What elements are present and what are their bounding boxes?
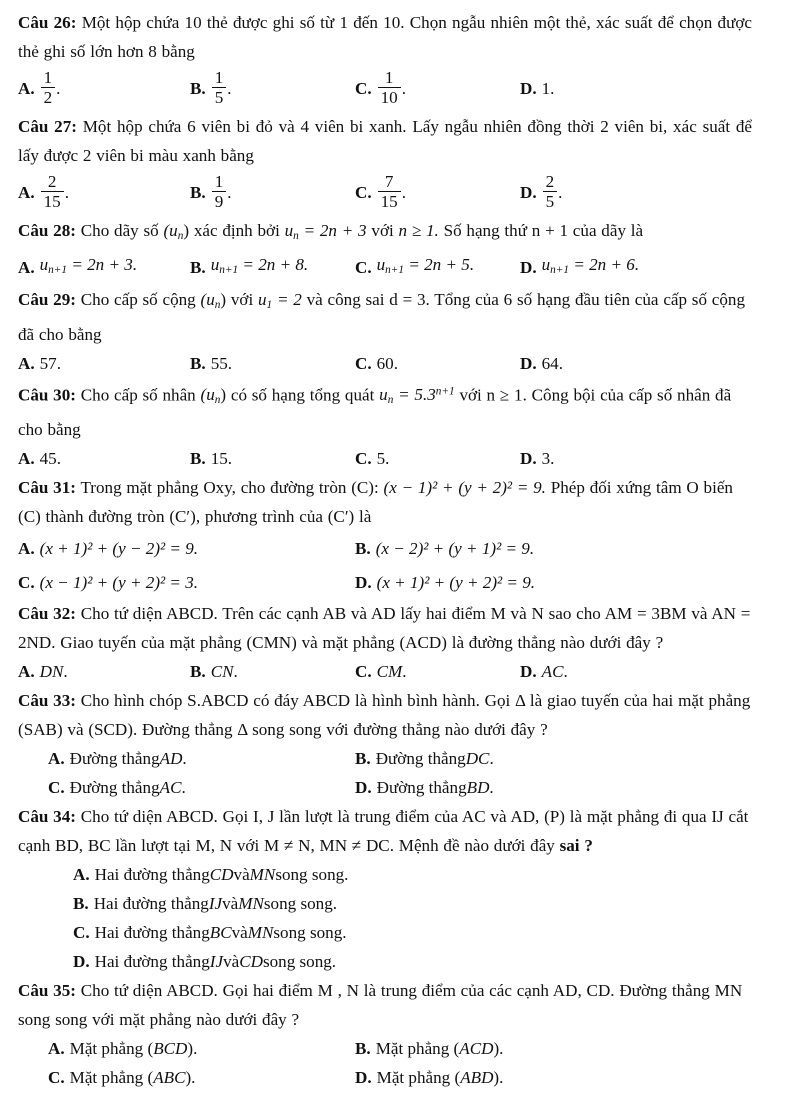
option-line-1: CD: [209, 865, 234, 885]
option-text-mid: và: [222, 894, 239, 914]
option-key: B.: [190, 353, 206, 373]
option-value: DC: [465, 749, 490, 769]
seq-open: (u: [200, 385, 215, 405]
option-c[interactable]: [355, 170, 520, 216]
fraction-denominator: 2: [41, 87, 56, 107]
question-text-b: với: [230, 289, 254, 309]
option-text-mid: và: [223, 952, 240, 972]
option-value: [211, 250, 309, 285]
option-key: D.: [355, 572, 372, 592]
option-value: AD: [159, 749, 183, 769]
formula-exponent: n+1: [435, 385, 455, 398]
option-key: A.: [48, 1039, 65, 1059]
fraction-numerator: 1: [214, 68, 224, 88]
question-block-cau-27: [18, 112, 752, 216]
seq-open: (u: [200, 289, 215, 309]
question-stem: [18, 378, 752, 444]
option-d[interactable]: [355, 773, 735, 802]
option-key: B.: [190, 449, 206, 469]
option-line-2: MN: [247, 923, 274, 943]
option-c[interactable]: [73, 918, 752, 947]
option-value: 5.: [376, 449, 390, 469]
option-value: BCD: [153, 1039, 188, 1059]
option-b[interactable]: [73, 889, 752, 918]
option-key: B.: [190, 183, 206, 202]
expr-u: u: [210, 255, 220, 275]
option-b[interactable]: [355, 744, 735, 773]
question-stem: [18, 112, 752, 170]
question-text-line2: suất để lấy được 2 viên bi màu xanh bằng: [18, 117, 752, 165]
question-block-cau-32: [18, 599, 752, 686]
question-block-cau-34: [18, 802, 752, 976]
question-stem: [18, 473, 752, 531]
formula-u: u: [379, 385, 388, 405]
options-row: [18, 444, 752, 473]
option-d[interactable]: [520, 444, 700, 473]
formula-rest: = 2n + 3: [303, 221, 367, 240]
option-line-2: CD: [239, 952, 263, 972]
option-b[interactable]: [355, 1034, 735, 1063]
option-key: D.: [520, 662, 537, 682]
option-d[interactable]: [355, 1063, 735, 1092]
option-value: (x + 1)² + (y − 2)² = 9.: [39, 538, 199, 558]
option-tail: .: [558, 183, 563, 202]
option-tail: .: [489, 778, 494, 798]
formula-un: [285, 221, 367, 240]
option-tail: .: [227, 79, 232, 98]
option-value-fraction: [41, 69, 56, 106]
option-key: B.: [73, 894, 89, 914]
option-line-2: MN: [249, 865, 276, 885]
question-label: Câu 32:: [18, 604, 76, 624]
option-value: 15.: [210, 449, 233, 469]
question-label: Câu 28:: [18, 221, 76, 240]
option-key: C.: [355, 449, 372, 469]
option-value: [40, 250, 138, 285]
option-key: D.: [73, 952, 90, 972]
options-row-2: [18, 1063, 752, 1092]
question-text-line1: Cho hình chóp S.ABCD có đáy ABCD là hình bình hành. Gọi Δ là giao tuyến của hai: [80, 691, 674, 711]
option-c[interactable]: [355, 66, 520, 112]
option-c[interactable]: [48, 1063, 355, 1092]
question-stem: [18, 976, 752, 1034]
option-a[interactable]: [18, 534, 355, 563]
option-b[interactable]: [190, 250, 355, 285]
question-text-a: Cho cấp số nhân: [80, 385, 196, 405]
option-a[interactable]: [18, 250, 190, 285]
option-tail: .: [63, 662, 68, 682]
option-value: AC: [541, 662, 564, 682]
question-text-line3: sai ?: [559, 836, 593, 856]
options-row-2: [18, 773, 752, 802]
option-a[interactable]: [18, 66, 190, 112]
option-tail: .: [402, 662, 407, 682]
options-row-1: [18, 744, 752, 773]
option-key: A.: [18, 183, 35, 202]
option-tail: .: [181, 778, 186, 798]
option-tail: .: [182, 749, 187, 769]
question-text-line2: AM = 3BM và AN = 2ND. Giao tuyến của mặt phẳng (CMN) và mặt phẳng (ACD) là đường: [18, 604, 751, 653]
option-c[interactable]: [355, 250, 520, 285]
option-key: C.: [355, 79, 372, 98]
question-text-mid: xác định bởi: [193, 221, 280, 240]
option-value: BD: [466, 778, 490, 798]
option-key: A.: [48, 749, 65, 769]
option-key: A.: [18, 538, 35, 558]
seq-subscript: n: [177, 229, 184, 242]
question-text-line2: đi qua IJ cắt cạnh BD, BC lần lượt tại M, N với M ≠ N, MN ≠ DC. Mệnh đề nào dưới đây: [18, 807, 749, 856]
question-text-line2: nhân đã cho bằng: [18, 385, 732, 440]
question-text-line2: chọn được thẻ ghi số lớn hơn 8 bằng: [18, 13, 752, 61]
options-row: [18, 66, 752, 112]
options-stack: [18, 860, 752, 976]
option-text-pre: Hai đường thẳng: [94, 865, 210, 885]
question-text-a: Cho cấp số cộng: [80, 289, 196, 309]
question-text-c: và công sai d = 3. Tổng của 6 số hạng đầu tiên của: [306, 289, 659, 309]
option-tail: ).: [493, 1068, 504, 1088]
option-key: B.: [355, 1039, 371, 1059]
option-d[interactable]: [355, 568, 735, 597]
option-key: C.: [73, 923, 90, 943]
option-value: 60.: [376, 353, 398, 373]
question-text-a: Trong mặt phẳng Oxy, cho đường tròn (C):: [80, 478, 379, 498]
fraction-numerator: 2: [545, 172, 555, 192]
sequence-notation: [200, 385, 227, 407]
option-key: A.: [18, 353, 35, 373]
option-text-post: song song.: [262, 952, 337, 972]
option-value: 55.: [210, 353, 233, 373]
option-c[interactable]: [355, 657, 520, 686]
question-label: Câu 33:: [18, 691, 76, 711]
option-value: 64.: [541, 353, 563, 373]
option-key: A.: [18, 449, 35, 469]
option-text: Mặt phẳng (: [69, 1068, 154, 1088]
option-value: 3.: [541, 449, 555, 469]
option-key: D.: [520, 183, 537, 202]
sequence-notation: [201, 290, 227, 309]
option-b[interactable]: [190, 66, 355, 112]
option-value-fraction: [378, 173, 401, 210]
formula-u1: [258, 290, 302, 309]
question-text-b: có số hạng tổng quát: [230, 385, 375, 405]
option-text: Mặt phẳng (: [376, 1068, 461, 1088]
question-text-line2: cấp số cộng đã cho bằng: [18, 289, 746, 344]
option-key: B.: [190, 79, 206, 98]
option-key: B.: [190, 662, 206, 682]
option-c[interactable]: [18, 568, 355, 597]
option-d[interactable]: [520, 349, 700, 378]
option-key: A.: [18, 662, 35, 682]
option-text-mid: và: [231, 923, 248, 943]
option-value: (x − 1)² + (y + 2)² = 3.: [39, 572, 199, 592]
option-key: B.: [355, 749, 371, 769]
question-stem: [18, 802, 752, 860]
option-text-post: song song.: [263, 894, 338, 914]
option-line-2: MN: [238, 894, 264, 914]
question-block-cau-28: [18, 216, 752, 285]
option-d[interactable]: [73, 947, 752, 976]
option-text-pre: Hai đường thẳng: [93, 894, 209, 914]
seq-subscript: n: [214, 298, 221, 311]
question-stem: [18, 599, 752, 657]
option-value: [377, 250, 475, 285]
option-key: C.: [355, 258, 372, 278]
expr-rest: = 2n + 5.: [408, 255, 475, 275]
option-value: (x + 1)² + (y + 2)² = 9.: [376, 572, 536, 592]
question-label: Câu 26:: [18, 13, 77, 32]
fraction-numerator: 1: [384, 68, 394, 88]
question-block-cau-26: [18, 8, 752, 112]
option-text-post: song song.: [275, 865, 349, 885]
option-value: 45.: [39, 449, 61, 469]
option-b[interactable]: [190, 349, 355, 378]
option-value: CN: [210, 662, 234, 682]
question-text-pre: Cho dãy số: [80, 221, 159, 240]
option-key: C.: [48, 778, 65, 798]
option-text: Mặt phẳng (: [375, 1039, 460, 1059]
question-text-line1: Một hộp chứa 10 thẻ được ghi số từ 1 đến 10. Chọn ngẫu nhiên một thẻ, xác suất để: [81, 13, 674, 32]
option-key: D.: [520, 353, 537, 373]
fraction-numerator: 7: [384, 172, 394, 192]
seq-open: (u: [163, 221, 178, 240]
fraction-denominator: 5: [543, 191, 558, 211]
circle-equation: (x − 1)² + (y + 2)² = 9.: [383, 478, 546, 498]
expr-rest: = 2n + 6.: [573, 255, 640, 275]
question-stem: [18, 285, 752, 349]
option-value-fraction: [212, 69, 227, 106]
option-value: DN: [39, 662, 64, 682]
option-b[interactable]: [190, 444, 355, 473]
options-row: [18, 251, 752, 285]
question-block-cau-29: [18, 285, 752, 378]
question-block-cau-31: [18, 473, 752, 599]
expr-rest: = 2n + 8.: [242, 255, 309, 275]
option-text-mid: và: [233, 865, 250, 885]
option-text: Đường thẳng: [69, 749, 160, 769]
question-text-c: với n ≥ 1.: [459, 385, 527, 405]
option-b[interactable]: [190, 657, 355, 686]
question-text-line3: thẳng nào dưới đây ?: [517, 633, 664, 653]
option-line-1: IJ: [208, 894, 223, 914]
question-label: Câu 27:: [18, 117, 77, 136]
fraction-denominator: 15: [378, 191, 401, 211]
option-text: Mặt phẳng (: [69, 1039, 154, 1059]
option-c[interactable]: [355, 349, 520, 378]
option-tail: .: [56, 79, 61, 98]
option-a[interactable]: [73, 860, 752, 889]
question-stem: [18, 686, 752, 744]
option-a[interactable]: [48, 744, 355, 773]
question-block-cau-30: [18, 378, 752, 473]
options-row-1: [18, 1034, 752, 1063]
option-value: CM: [376, 662, 403, 682]
option-tail: .: [64, 183, 69, 202]
question-stem: [18, 8, 752, 66]
option-value-fraction: [543, 173, 558, 210]
option-value: (x − 2)² + (y + 1)² = 9.: [375, 538, 535, 558]
question-label: Câu 29:: [18, 289, 76, 309]
question-label: Câu 30:: [18, 385, 76, 405]
option-key: C.: [355, 662, 372, 682]
formula-u: u: [258, 289, 267, 309]
formula-rest: = 5.3: [398, 385, 436, 405]
options-row: [18, 170, 752, 216]
option-tail: ).: [187, 1039, 198, 1059]
option-key: C.: [355, 353, 372, 373]
option-key: D.: [520, 449, 537, 469]
option-key: B.: [355, 538, 371, 558]
question-stem: [18, 216, 752, 251]
fraction-denominator: 15: [41, 191, 64, 211]
question-text-line1: Một hộp chứa 6 viên bi đỏ và 4 viên bi xanh. Lấy ngẫu nhiên đồng thời 2 viên bi, xác: [82, 117, 697, 136]
expr-subscript: n+1: [550, 264, 570, 277]
expr-u: u: [39, 255, 49, 275]
option-key: D.: [520, 258, 537, 278]
options-row: [18, 349, 752, 378]
expr-u: u: [541, 255, 551, 275]
option-a[interactable]: [18, 444, 190, 473]
option-text: Đường thẳng: [376, 778, 467, 798]
option-value: [542, 250, 640, 285]
question-text-b: Phép đối xứng tâm O: [550, 478, 699, 498]
option-tail: .: [227, 183, 232, 202]
option-a[interactable]: [48, 1034, 355, 1063]
option-tail: ).: [185, 1068, 196, 1088]
option-tail: .: [401, 79, 406, 98]
question-text-line2: mặt phẳng (SAB) và (SCD). Đường thẳng Δ song song với đường thẳng nào dưới đây ?: [18, 691, 751, 740]
question-text-line1: Cho tứ diện ABCD. Trên các cạnh AB và AD lấy hai điểm M và N sao cho: [80, 604, 601, 624]
fraction-numerator: 1: [43, 68, 53, 88]
option-d[interactable]: [520, 250, 700, 285]
option-d[interactable]: [520, 657, 700, 686]
formula-subscript: n: [387, 394, 394, 407]
option-value-fraction: [41, 173, 64, 210]
option-tail: ).: [493, 1039, 504, 1059]
expr-subscript: n+1: [219, 264, 239, 277]
question-block-cau-33: [18, 686, 752, 802]
question-text-line2: biến (C) thành đường tròn (C′), phương trình của (C′) là: [18, 478, 733, 527]
option-line-1: BC: [209, 923, 232, 943]
fraction-numerator: 1: [214, 172, 224, 192]
options-row-1: [18, 531, 752, 565]
fraction-numerator: 2: [47, 172, 57, 192]
option-key: D.: [355, 1068, 372, 1088]
option-value-fraction: [212, 173, 227, 210]
option-value: AC: [159, 778, 182, 798]
options-row-2: [18, 565, 752, 599]
question-label: Câu 34:: [18, 807, 76, 827]
formula-u: u: [284, 221, 294, 240]
option-text: Đường thẳng: [375, 749, 466, 769]
option-d[interactable]: [520, 170, 700, 216]
option-key: A.: [73, 865, 90, 885]
option-value: ABC: [153, 1068, 186, 1088]
expr-subscript: n+1: [385, 264, 405, 277]
option-a[interactable]: [18, 657, 190, 686]
option-text-pre: Hai đường thẳng: [94, 952, 210, 972]
seq-subscript: n: [214, 394, 221, 407]
option-key: A.: [18, 79, 35, 98]
question-text-d: Công bội của cấp số: [531, 385, 673, 405]
question-block-cau-35: [18, 976, 752, 1092]
option-value: 57.: [39, 353, 61, 373]
fraction-denominator: 9: [212, 191, 227, 211]
option-a[interactable]: [18, 349, 190, 378]
option-value: ACD: [459, 1039, 494, 1059]
option-key: C.: [48, 1068, 65, 1088]
option-b[interactable]: [355, 534, 735, 563]
question-text-with: với: [371, 221, 394, 240]
expr-subscript: n+1: [48, 264, 68, 277]
option-b[interactable]: [190, 170, 355, 216]
sequence-notation: [163, 221, 189, 240]
condition: n ≥ 1.: [398, 221, 439, 240]
option-d[interactable]: [520, 66, 700, 112]
formula-un-general: [379, 385, 455, 407]
option-tail: .: [489, 749, 494, 769]
question-text-line1: Cho tứ diện ABCD. Gọi hai điểm M , N là trung điểm của các cạnh AD, CD. Đường: [80, 981, 668, 1001]
option-tail: .: [233, 662, 238, 682]
option-key: A.: [18, 258, 35, 278]
question-text-end: Số hạng thứ n + 1 của dãy là: [443, 221, 644, 240]
option-key: D.: [520, 79, 537, 98]
option-key: D.: [355, 778, 372, 798]
question-text-line2: thẳng MN song song với mặt phẳng nào dưới đây ?: [18, 981, 743, 1030]
expr-rest: = 2n + 3.: [71, 255, 138, 275]
option-value: 1.: [541, 79, 555, 98]
option-tail: .: [563, 662, 568, 682]
seq-close: ): [220, 385, 227, 405]
formula-rest: = 2: [276, 289, 302, 309]
question-text-line1: Cho tứ diện ABCD. Gọi I, J lần lượt là trung điểm của AC và AD, (P) là mặt phẳng: [80, 807, 660, 827]
seq-close: ): [220, 289, 227, 309]
option-tail: .: [401, 183, 406, 202]
option-key: C.: [18, 572, 35, 592]
option-value: ABD: [460, 1068, 494, 1088]
content-column: [18, 8, 752, 1092]
option-c[interactable]: [48, 773, 355, 802]
formula-subscript: 1: [266, 298, 273, 311]
fraction-denominator: 10: [378, 87, 401, 107]
option-text-pre: Hai đường thẳng: [94, 923, 210, 943]
option-text: Đường thẳng: [69, 778, 160, 798]
question-label: Câu 35:: [18, 981, 76, 1001]
option-value-fraction: [378, 69, 401, 106]
expr-u: u: [376, 255, 386, 275]
seq-close: ): [183, 221, 190, 240]
fraction-denominator: 5: [212, 87, 227, 107]
formula-subscript: n: [293, 229, 299, 242]
option-line-1: IJ: [209, 952, 224, 972]
options-row: [18, 657, 752, 686]
option-text-post: song song.: [273, 923, 347, 943]
option-a[interactable]: [18, 170, 190, 216]
option-key: B.: [190, 258, 206, 278]
question-label: Câu 31:: [18, 478, 76, 498]
option-c[interactable]: [355, 444, 520, 473]
option-key: C.: [355, 183, 372, 202]
